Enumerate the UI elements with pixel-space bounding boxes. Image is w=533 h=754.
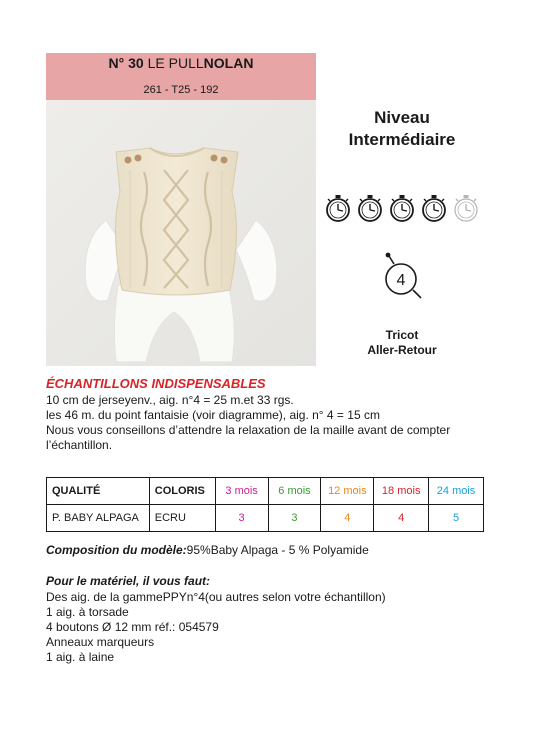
gauge-line: 10 cm de jerseyenv., aig. n°4 = 25 m.et 33 rgs. bbox=[46, 393, 294, 407]
stopwatch-icon bbox=[455, 195, 477, 221]
list-item: 1 aig. à laine bbox=[46, 650, 115, 664]
gauge-line: les 46 m. du point fantaisie (voir diagramme), aig. n° 4 = 15 cm bbox=[46, 408, 380, 422]
gauge-heading: ÉCHANTILLONS INDISPENSABLES bbox=[46, 376, 266, 391]
cell-quantity: 3 bbox=[268, 505, 321, 532]
knitting-needle-icon bbox=[381, 252, 425, 300]
composition-label: Composition du modèle: bbox=[46, 543, 187, 557]
header-size: 18 mois bbox=[374, 478, 429, 505]
stopwatch-icon bbox=[327, 195, 349, 221]
cell-quantity: 5 bbox=[429, 505, 484, 532]
table-header-row bbox=[47, 478, 484, 505]
gauge-text bbox=[46, 393, 496, 453]
cell-quantity: 3 bbox=[215, 505, 268, 532]
materials-heading: Pour le matériel, il vous faut: bbox=[46, 574, 211, 588]
header-size: 3 mois bbox=[215, 478, 268, 505]
technique-line1: Tricot bbox=[385, 328, 419, 342]
pattern-reference: 261 - T25 - 192 bbox=[143, 84, 219, 96]
yarn-quantity-table bbox=[46, 477, 484, 532]
list-item: Des aig. de la gammePPYn°4(ou autres selon votre échantillon) bbox=[46, 590, 386, 604]
baby-cable-knit-vest-photo bbox=[46, 100, 316, 366]
difficulty-stopwatches bbox=[322, 193, 482, 223]
list-item: Anneaux marqueurs bbox=[46, 635, 155, 649]
list-item: 4 boutons Ø 12 mm réf.: 054579 bbox=[46, 620, 219, 634]
header-size: 24 mois bbox=[429, 478, 484, 505]
cell-quantity: 4 bbox=[321, 505, 374, 532]
stopwatch-icon bbox=[391, 195, 413, 221]
stopwatch-icon bbox=[359, 195, 381, 221]
materials-list bbox=[46, 590, 386, 665]
title-band bbox=[46, 53, 316, 100]
composition-value: 95%Baby Alpaga - 5 % Polyamide bbox=[186, 543, 369, 557]
technique bbox=[322, 328, 482, 358]
header-size: 6 mois bbox=[268, 478, 321, 505]
cell-color: ECRU bbox=[149, 505, 215, 532]
level-value: Intermédiaire bbox=[348, 130, 456, 149]
cell-quality: P. BABY ALPAGA bbox=[47, 505, 150, 532]
table-row bbox=[47, 505, 484, 532]
list-item: 1 aig. à torsade bbox=[46, 605, 129, 619]
header-size: 12 mois bbox=[321, 478, 374, 505]
stopwatch-icon bbox=[423, 195, 445, 221]
composition bbox=[46, 543, 369, 557]
gauge-line: Nous vous conseillons d’attendre la relaxation de la maille avant de compter bbox=[46, 423, 451, 437]
garment-photo bbox=[46, 100, 316, 366]
cell-quantity: 4 bbox=[374, 505, 429, 532]
technique-line2: Aller-Retour bbox=[367, 343, 437, 357]
header-colors: COLORIS bbox=[149, 478, 215, 505]
level-label: Niveau bbox=[374, 108, 430, 127]
pattern-title: N° 30 LE PULLNOLAN bbox=[108, 55, 254, 71]
needle-size: 4 bbox=[396, 272, 406, 289]
header-quality: QUALITÉ bbox=[47, 478, 150, 505]
difficulty-level bbox=[322, 107, 482, 151]
gauge-line: l’échantillon. bbox=[46, 438, 113, 452]
